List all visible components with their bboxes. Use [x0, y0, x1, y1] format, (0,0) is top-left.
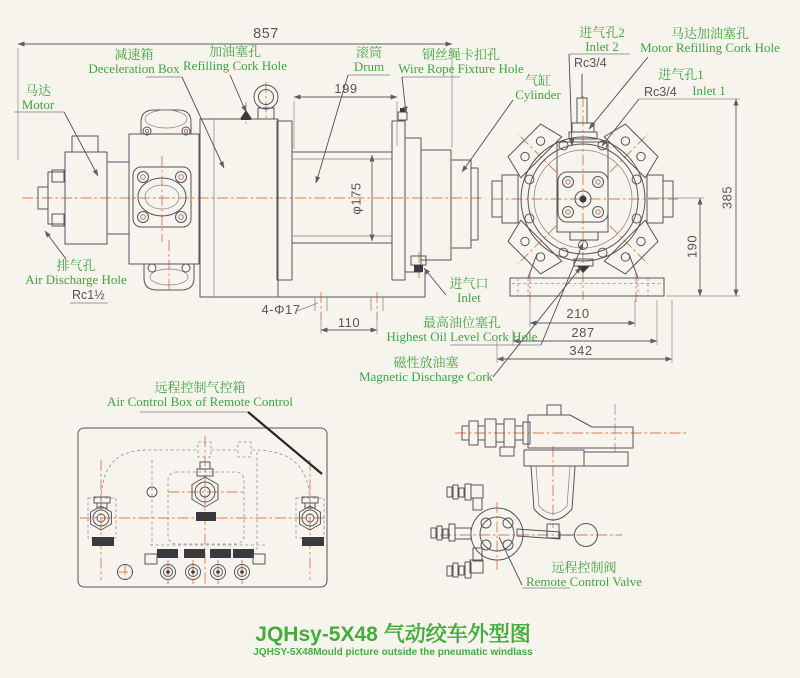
hose-barb-bottom — [447, 548, 483, 578]
dim-drum-diameter: φ175 — [348, 182, 364, 215]
label-air-control-box: 远程控制气控箱 Air Control Box of Remote Control — [107, 380, 293, 409]
label-remote-control-valve: 远程控制阀 Remote Control Valve — [525, 560, 643, 589]
dim-hole-spacing: 110 — [337, 315, 361, 330]
dim-mounting-holes: 4-Φ17 — [261, 302, 301, 317]
label-motor-zh: 马达 — [24, 83, 51, 98]
thread-inlet-1: Rc3/4 — [644, 85, 677, 99]
drawing-subtitle: JQHSY-5X48Mould picture outside the pneumatic windlass — [253, 647, 533, 658]
label-inlet-1: 进气孔1 — [658, 67, 704, 82]
label-inlet: 进气口 Inlet — [449, 276, 489, 305]
dim-overall-height: 385 — [719, 185, 735, 210]
label-refilling-cork-hole: 加油塞孔 Refilling Cork Hole — [183, 44, 287, 73]
dim-base-span-outer: 342 — [569, 343, 593, 358]
dim-overall-length: 857 — [253, 26, 279, 42]
label-cylinder: 气缸 Cylinder — [515, 73, 561, 102]
hose-barb-middle — [431, 524, 471, 541]
label-motor-refilling-cork-hole: 马达加油塞孔 Motor Refilling Cork Hole — [640, 26, 780, 55]
drawing-title: JQHsy-5X48 气动绞车外型图 — [255, 623, 531, 646]
label-motor-en: Motor — [21, 96, 55, 112]
thread-air-discharge: Rc1½ — [72, 288, 105, 302]
remote-control-valve-view — [431, 405, 633, 578]
label-drum: 滚筒 Drum — [353, 45, 385, 74]
label-magnetic-discharge-cork: 磁性放油塞 Magnetic Discharge Cork — [358, 355, 494, 384]
side-view-windlass — [492, 74, 673, 296]
label-motor — [10, 84, 66, 112]
label-highest-oil-level-cork-hole: 最高油位塞孔 Highest Oil Level Cork Hole — [386, 315, 538, 344]
dim-axis-height: 190 — [684, 234, 700, 259]
label-air-discharge-hole: 排气孔 Air Discharge Hole — [25, 258, 127, 287]
label-deceleration-box: 减速箱 Deceleration Box — [88, 47, 180, 76]
dim-base-span-inner: 210 — [566, 306, 590, 321]
dim-drum-length: 199 — [334, 81, 358, 96]
label-wire-rope-fixture-hole: 钢丝绳卡扣孔 Wire Rope Fixture Hole — [398, 47, 524, 76]
label-inlet-2: 进气孔2 Inlet 2 — [579, 25, 625, 54]
hose-barb-top — [447, 484, 483, 510]
label-inlet-1-en: Inlet 1 — [692, 83, 726, 98]
dim-base-span-mid: 287 — [571, 325, 595, 340]
air-control-box-view — [78, 428, 327, 587]
thread-inlet-2: Rc3/4 — [574, 56, 607, 70]
